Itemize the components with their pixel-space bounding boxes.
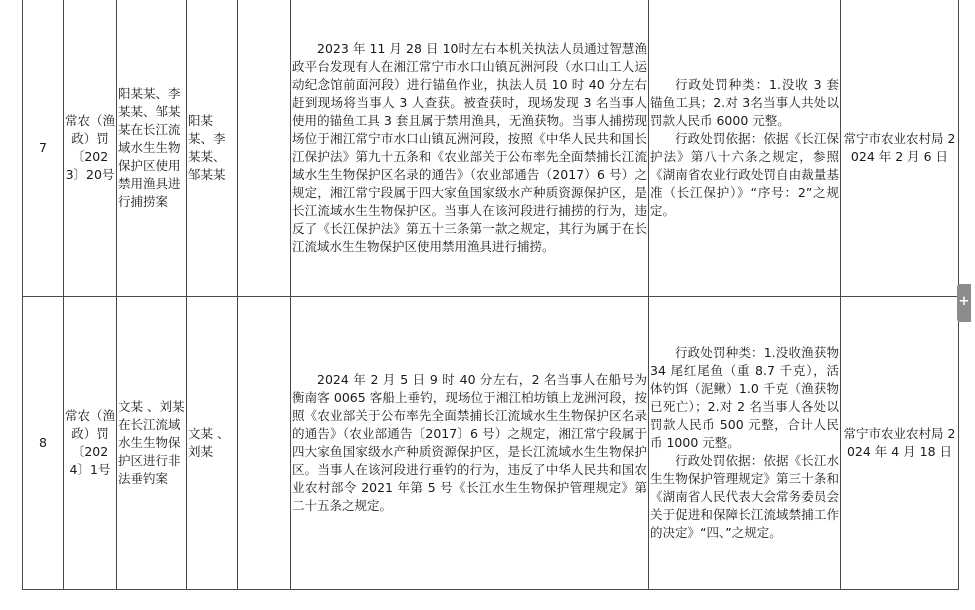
table-row	[23, 0, 959, 297]
penalty-details	[649, 0, 841, 297]
side-expand-handle[interactable]	[957, 284, 971, 322]
penalty-details	[649, 297, 841, 590]
party-name: 文某 、刘某	[187, 297, 238, 590]
penalty-basis: 行政处罚依据：依据《长江保护法》第八十六条之规定，参照《湖南省农业行政处罚自由裁量基准（长江保护）》“序号：2”之规定。	[650, 130, 839, 218]
document-number: 常农（渔政）罚〔2024〕1号	[64, 297, 117, 590]
table-row	[23, 297, 959, 590]
document-number: 常农（渔政）罚〔2023〕20号	[64, 0, 117, 297]
case-facts	[291, 297, 649, 590]
authority-and-date: 常宁市农业农村局 2024 年 4 月 18 日	[841, 297, 959, 590]
case-facts-text: 2023 年 11 月 28 日 10时左右本机关执法人员通过智慧渔政平台发现有人在湘江常宁市水口山镇瓦洲河段（水口山工人运动纪念馆前面河段）进行锚鱼作业，执法人员 10 时 40 分左右赶到现场将当事人 3 人查获。被查获时，现场发现 3 名当事人使用的锚鱼工具 3 套且属于禁用渔具，无渔获物。当事人捕捞现场位于湘江常宁市水口山镇瓦洲河段，按照《中华人民共和国长江保护法》第九十五条和《农业部关于公布率先全面禁捕长江流域水生生物保护区名录的通告》（农业部通告（2017）6 号）之规定，湘江常宁段属于四大家鱼国家级水产种质资源保护区，是长江流域水生生物保护区。当事人在该河段进行捕捞的行为，违反了《长江保护法》第五十三条第一款之规定，其行为属于在长江流域水生生物保护区使用禁用渔具进行捕捞。	[292, 40, 647, 254]
case-facts-text: 2024 年 2 月 5 日 9 时 40 分左右，2 名当事人在船号为衡南客 0065 客船上垂钓，现场位于湘江柏坊镇上龙洲河段，按照《农业部关于公布率先全面禁捕长江流域水生生物保护区名录的通告》（农业部通告〔2017〕6 号）之规定，湘江常宁段属于四大家鱼国家级水产种质资源保护区，是长江流域水生生物保护区。当事人在该河段进行垂钓的行为，违反了中华人民共和国农业农村部令 2021 年第 5 号《长江水生生物保护管理规定》第二十五条之规定。	[292, 372, 647, 513]
penalty-basis: 行政处罚依据：依据《长江水生生物保护管理规定》第三十条和《湖南省人民代表大会常务委员会关于促进和保障长江流域禁捕工作的决定》“四、”之规定。	[650, 453, 839, 540]
case-name: 阳某某、李某某、邹某某在长江流域水生生物保护区使用禁用渔具进行捕捞案	[117, 0, 187, 297]
penalty-type: 行政处罚种类：1.没收 3 套锚鱼工具；2.对 3名当事人共处以罚款人民币 6000 元整。	[650, 76, 839, 128]
row-index: 7	[23, 0, 64, 297]
authority-and-date: 常宁市农业农村局 2024 年 2 月 6 日	[841, 0, 959, 297]
row-index: 8	[23, 297, 64, 590]
empty-cell	[238, 0, 291, 297]
penalty-type: 行政处罚种类：1.没收渔获物 34 尾红尾鱼（重 8.7 千克），活体钓饵（泥鳅）1.0 千克（渔获物已死亡）；2.对 2 名当事人各处以罚款人民币 500 元整，合计人民币 1000 元整。	[650, 345, 839, 450]
case-facts	[291, 0, 649, 297]
party-name: 阳某某、李某某、邹某某	[187, 0, 238, 297]
case-name: 文某 、刘某在长江流域水生生物保护区进行非法垂钓案	[117, 297, 187, 590]
plus-icon: +	[958, 294, 970, 309]
penalty-table	[22, 0, 959, 590]
empty-cell	[238, 297, 291, 590]
